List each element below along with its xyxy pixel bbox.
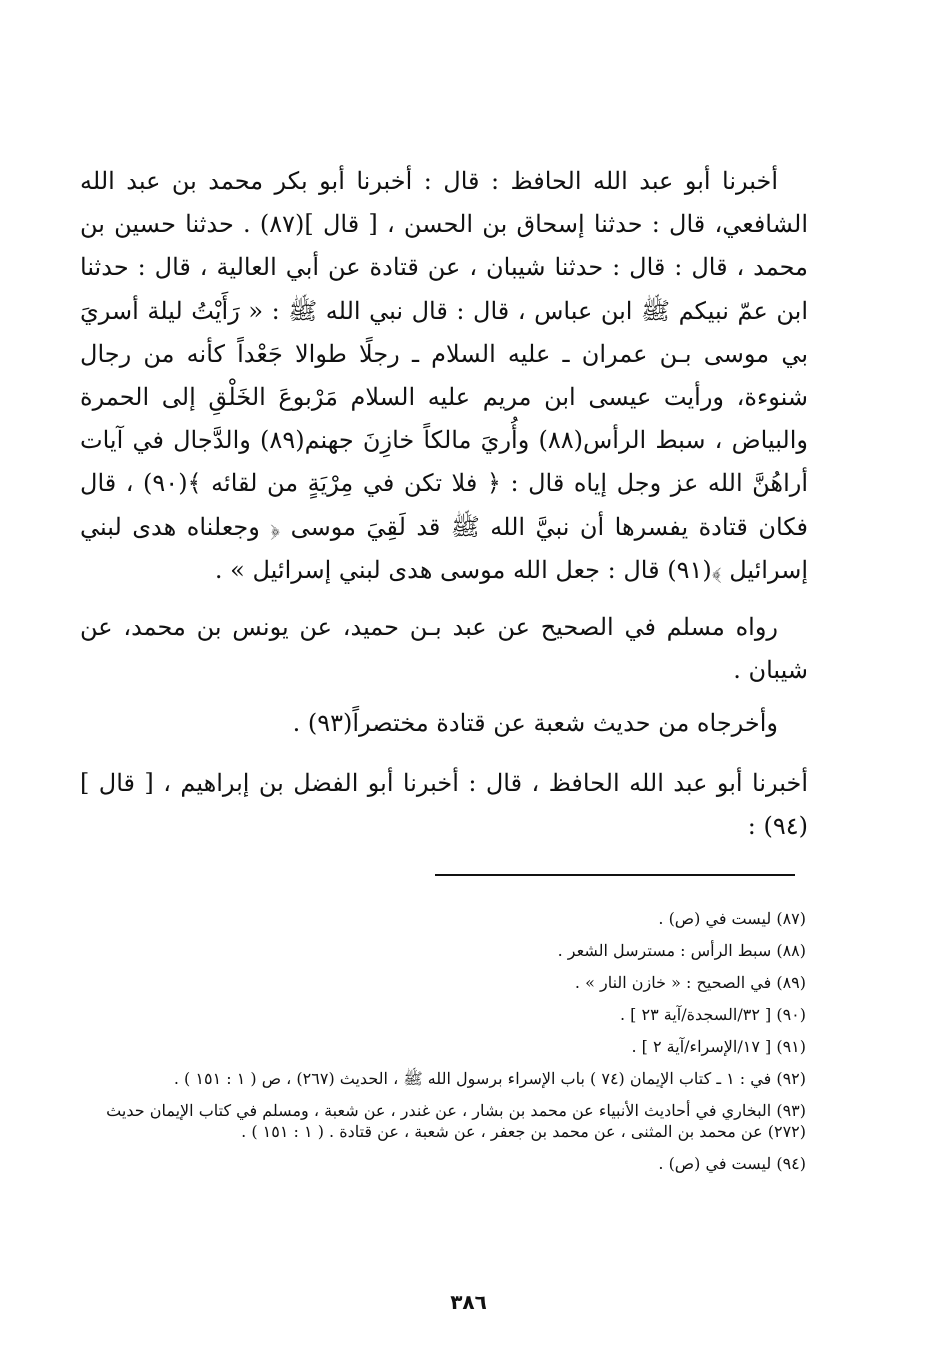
footnote-90: (٩٠) [ ٣٢/السجدة/آية ٢٣ ] .: [619, 1005, 806, 1024]
next-isnad-paragraph: أخبرنا أبو عبد الله الحافظ ، قال : أخبرنا أبو الفضل بن إبراهيم ، [ قال ](٩٤) :: [80, 768, 808, 840]
takhrij-paragraph: وأخرجاه من حديث شعبة عن قتادة مختصراً(٩٣) .: [292, 709, 778, 738]
footnote-87: (٨٧) ليست في (ص) .: [658, 909, 806, 928]
main-text: [80, 160, 808, 848]
footnote-91: (٩١) [ ١٧/الإسراء/آية ٢ ] .: [631, 1037, 806, 1056]
footnote-88: (٨٨) سبط الرأس : مسترسل الشعر .: [557, 941, 806, 960]
narration-paragraph: رواه مسلم في الصحيح عن عبد بـن حميد، عن يونس بن محمد، عن شيبان .: [80, 613, 808, 685]
footnotes: [76, 908, 806, 1185]
footnote-94: (٩٤) ليست في (ص) .: [658, 1154, 806, 1173]
hadith-paragraph: أخبرنا أبو عبد الله الحافظ : قال : أخبرنا أبو بكر محمد بن عبد الله الشافعي، قال : حدثنا إسحاق بن الحسن ، [ قال ](٨٧) . حدثنا حسين بن محمد ، قال : قال : حدثنا شيبان ، عن قتادة عن أبي العالية ، قال : حدثنا ابن عمّ نبيكم ﷺ ابن عباس ، قال : قال نبي الله ﷺ : « رَأَيْتُ ليلة أسريَ بي موسى بـن عمران ـ عليه السلام ـ رجلًا طوالا جَعْداً كأنه من رجال شنوءة، ورأيت عيسى ابن مريم عليه السلام مَرْبوعَ الخَلْقِ إلى الحمرة والبياض ، سبط الرأس(٨٨) وأُريَ مالكاً خازِنَ جهنم(٨٩) والدَّجال في آيات أراهُنَّ الله عز وجل إياه قال : ﴿ فلا تكن في مِرْيَةٍ من لقائه ﴾(٩٠) ، قال فكان قتادة يفسرها أن نبيَّ الله ﷺ قد لَقِيَ موسى ﴿ وجعلناه هدى لبني إسرائيل ﴾(٩١) قال : جعل الله موسى هدى لبني إسرائيل » .: [80, 167, 809, 584]
footnote-89: (٨٩) في الصحيح : « خازن النار » .: [574, 973, 806, 992]
footnote-92: (٩٢) في : ١ ـ كتاب الإيمان (٧٤ ) باب الإسراء برسول الله ﷺ ، الحديث (٢٦٧) ، ص ( ١ : ١٥١ ) .: [173, 1069, 806, 1088]
footnote-separator: [435, 874, 795, 876]
footnote-93: (٩٣) البخاري في أحاديث الأنبياء عن محمد بن بشار ، عن غندر ، عن شعبة ، ومسلم في كتاب الإيمان حديث (٢٧٢) عن محمد بن المثنى ، عن محمد بن جعفر ، عن شعبة ، عن قتادة . ( ١ : ١٥١ ) .: [106, 1101, 806, 1141]
page-number: ٣٨٦: [450, 1290, 487, 1314]
